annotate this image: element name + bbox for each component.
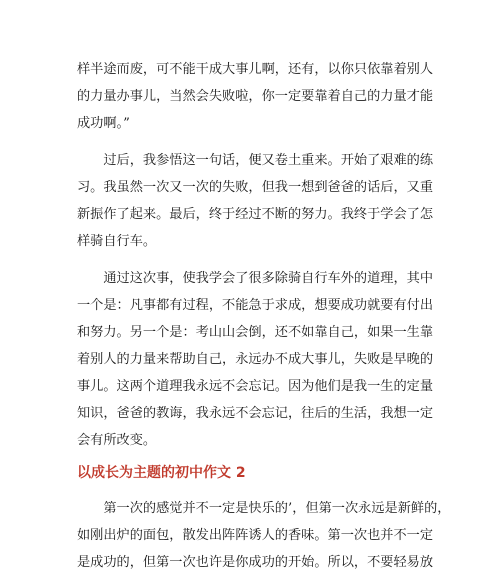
text-line: 是成功的，但第一次也许是你成功的开始。所以，不要轻易放 bbox=[77, 555, 434, 570]
text-line: 通过这次事，使我学会了很多除骑自行车外的道理，其中 bbox=[77, 271, 434, 286]
paragraph bbox=[77, 265, 437, 454]
text-line: 的力量办事儿，当然会失败啦，你一定要靠着自己的力量才能 bbox=[77, 89, 434, 104]
paragraph bbox=[77, 56, 437, 137]
text-line: 新振作了起来。最后，终于经过不断的努力。我终于学会了怎 bbox=[77, 207, 434, 222]
text-line: 样半途而废，可不能干成大事儿啊，还有，以你只依靠着别人 bbox=[77, 62, 434, 77]
text-line: 着别人的力量来帮助自己，永远办不成大事儿，失败是早晚的 bbox=[77, 352, 434, 367]
text-line: 过后，我参悟这一句话，便又卷土重来。开始了艰难的练 bbox=[77, 153, 434, 168]
text-line: 和努力。另一个是：考山山会倒，还不如靠自己，如果一生靠 bbox=[77, 325, 434, 340]
paragraph bbox=[77, 495, 451, 576]
text-line: 习。我虽然一次又一次的失败，但我一想到爸爸的话后，又重 bbox=[77, 180, 434, 195]
text-line: 第一次的感觉并不一定是快乐的’，但第一次永远是新鲜的， bbox=[77, 501, 451, 516]
text-line: 样骑自行车。 bbox=[77, 234, 157, 249]
document-body bbox=[77, 56, 451, 576]
section-heading: 以成长为主题的初中作文 2 bbox=[77, 465, 246, 481]
text-line: 事儿。这两个道理我永远不会忘记。因为他们是我一生的定量 bbox=[77, 379, 434, 394]
text-line: 如刚出炉的面包，散发出阵阵诱人的香味。第一次也并不一定 bbox=[77, 528, 434, 543]
text-line: 会有所改变。 bbox=[77, 433, 157, 448]
paragraph bbox=[77, 147, 437, 255]
text-line: 一个是：凡事都有过程，不能急于求成，想要成功就要有付出 bbox=[77, 298, 434, 313]
text-line: 成功啊。” bbox=[77, 116, 130, 131]
text-line: 知识，爸爸的教诲，我永远不会忘记，往后的生活，我想一定 bbox=[77, 406, 434, 421]
